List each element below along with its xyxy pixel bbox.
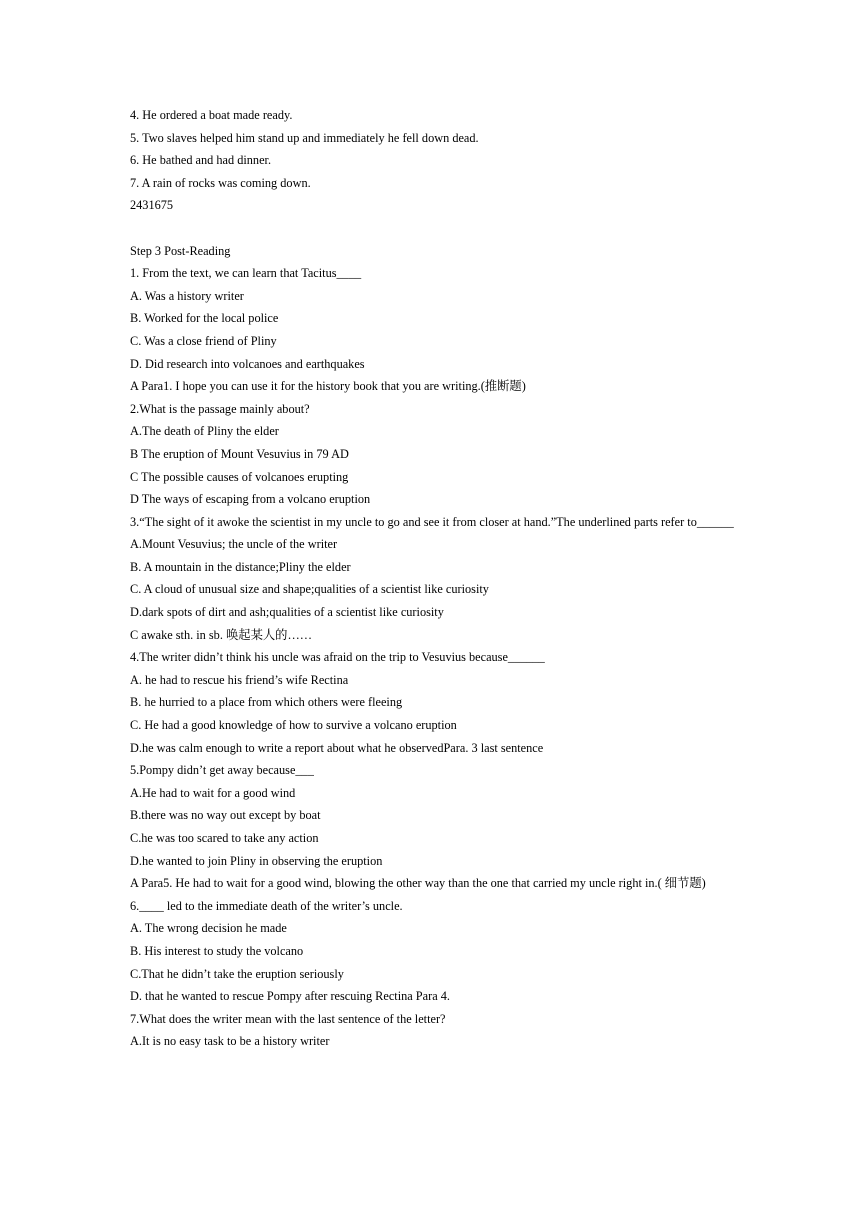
option-c: C. A cloud of unusual size and shape;qualities of a scientist like curiosity: [130, 582, 489, 597]
option-b: B. His interest to study the volcano: [130, 943, 304, 958]
section-heading: Step 3 Post-Reading: [130, 243, 231, 258]
answer-note: A Para1. I hope you can use it for the history book that you are writing.(推断题): [130, 379, 526, 394]
option-a: A. The wrong decision he made: [130, 921, 287, 936]
question-6: 6.____ led to the immediate death of the writer’s uncle.: [130, 898, 403, 913]
option-c: C.That he didn’t take the eruption seriously: [130, 966, 344, 981]
option-b: B. A mountain in the distance;Pliny the elder: [130, 559, 351, 574]
text-line: 4. He ordered a boat made ready.: [130, 108, 293, 122]
question-4: 4.The writer didn’t think his uncle was afraid on the trip to Vesuvius because______: [130, 650, 545, 665]
question-3: 3.“The sight of it awoke the scientist in my uncle to go and see it from closer at hand.”The underlined parts refer to______: [130, 514, 734, 529]
blank-line: [130, 217, 734, 240]
option-a: A.Mount Vesuvius; the uncle of the writer: [130, 537, 338, 552]
question-5: 5.Pompy didn’t get away because___: [130, 763, 314, 778]
answer-sequence: 2431675: [130, 198, 174, 213]
option-c: C The possible causes of volcanoes erupting: [130, 469, 349, 484]
option-c: C. He had a good knowledge of how to survive a volcano eruption: [130, 718, 457, 733]
option-d: D.he was calm enough to write a report about what he observedPara. 3 last sentence: [130, 740, 544, 755]
option-c: C. Was a close friend of Pliny: [130, 333, 277, 348]
option-d: D The ways of escaping from a volcano eruption: [130, 492, 371, 507]
option-d: D.dark spots of dirt and ash;qualities of a scientist like curiosity: [130, 605, 444, 620]
option-c: C.he was too scared to take any action: [130, 831, 319, 845]
option-a: A. Was a history writer: [130, 288, 244, 303]
question-2: 2.What is the passage mainly about?: [130, 401, 310, 416]
text-line: 6. He bathed and had dinner.: [130, 153, 272, 168]
option-d: D. that he wanted to rescue Pompy after rescuing Rectina Para 4.: [130, 989, 450, 1004]
text-line: 5. Two slaves helped him stand up and immediately he fell down dead.: [130, 130, 479, 145]
option-a: A.The death of Pliny the elder: [130, 424, 279, 439]
option-d: D.he wanted to join Pliny in observing the eruption: [130, 853, 383, 868]
option-b: B The eruption of Mount Vesuvius in 79 AD: [130, 446, 349, 461]
document-page: [130, 104, 734, 1053]
answer-note: A Para5. He had to wait for a good wind, blowing the other way than the one that carried my uncle right in.( 细节题): [130, 876, 706, 891]
option-b: B.there was no way out except by boat: [130, 808, 321, 823]
answer-note: C awake sth. in sb. 唤起某人的……: [130, 627, 313, 642]
option-a: A.He had to wait for a good wind: [130, 785, 296, 800]
option-b: B. he hurried to a place from which others were fleeing: [130, 695, 403, 710]
option-d: D. Did research into volcanoes and earthquakes: [130, 356, 365, 371]
text-line: 7. A rain of rocks was coming down.: [130, 175, 311, 190]
option-b: B. Worked for the local police: [130, 311, 279, 326]
option-a: A.It is no easy task to be a history writer: [130, 1034, 330, 1049]
option-a: A. he had to rescue his friend’s wife Rectina: [130, 672, 349, 687]
question-7: 7.What does the writer mean with the last sentence of the letter?: [130, 1011, 446, 1026]
question-1: 1. From the text, we can learn that Tacitus____: [130, 266, 362, 281]
